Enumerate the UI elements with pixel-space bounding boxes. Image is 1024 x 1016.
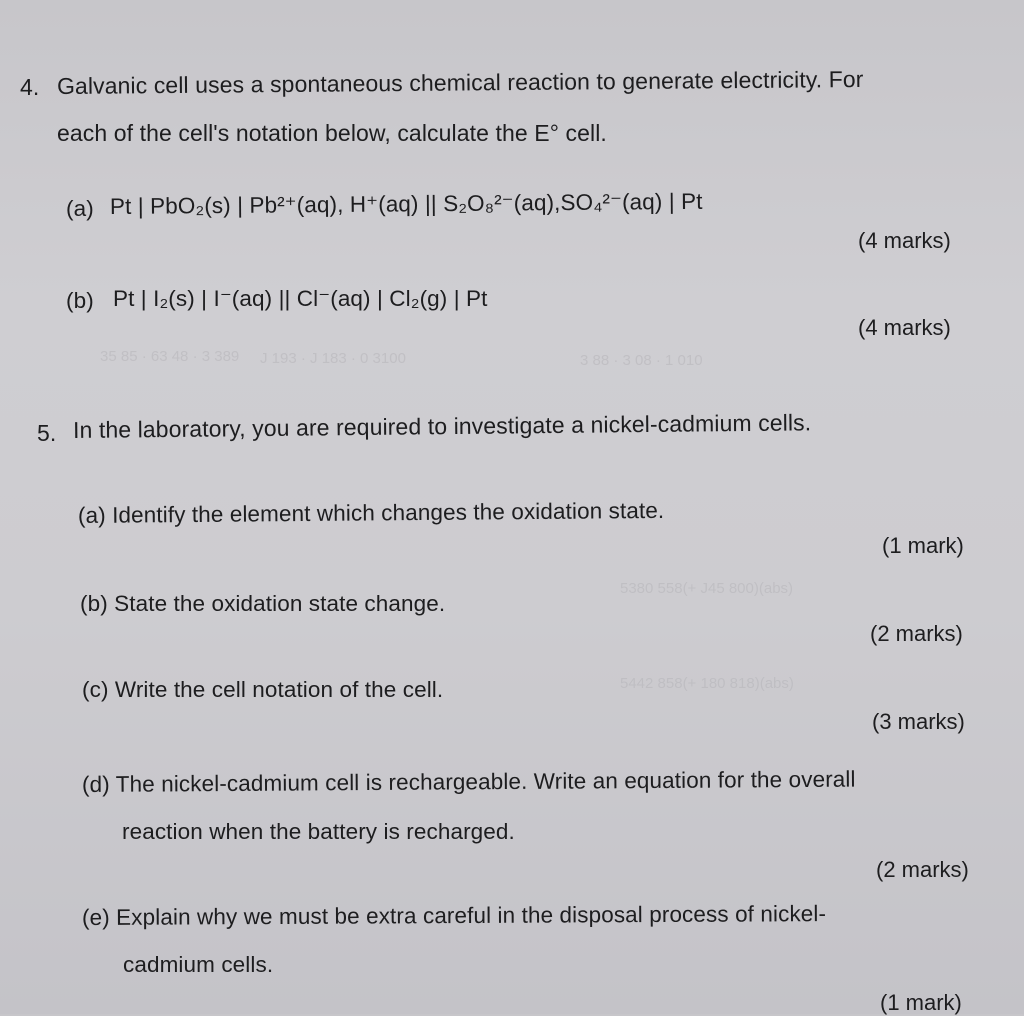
- q4-prompt-line1: Galvanic cell uses a spontaneous chemical reaction to generate electricity. For: [56, 65, 864, 99]
- q4-prompt-line2: each of the cell's notation below, calculate the E° cell.: [57, 120, 607, 146]
- q5-prompt: In the laboratory, you are required to investigate a nickel-cadmium cells.: [72, 409, 812, 443]
- q4-part-b-marks: (4 marks): [858, 315, 951, 340]
- q5-part-c-marks: (3 marks): [872, 709, 965, 734]
- q4-part-a-marks: (4 marks): [858, 228, 951, 253]
- q5-part-c: (c) Write the cell notation of the cell.: [82, 677, 444, 702]
- q5-part-b-marks: (2 marks): [870, 621, 963, 646]
- show-through-text: 5380 558(+ J45 800)(abs): [620, 580, 794, 597]
- show-through-text: J 193 · J 183 · 0 3100: [260, 350, 406, 367]
- q4-number: 4.: [20, 74, 40, 100]
- show-through-text: 5442 858(+ 180 818)(abs): [620, 675, 794, 692]
- q5-part-e-line1: (e) Explain why we must be extra careful in the disposal process of nickel-: [81, 901, 827, 930]
- q4-part-b-label: (b): [66, 288, 94, 313]
- q5-part-d-line1: (d) The nickel-cadmium cell is rechargeable. Write an equation for the overall: [81, 766, 856, 797]
- q5-part-a-marks: (1 mark): [882, 533, 964, 558]
- q4-part-a-label: (a): [66, 196, 94, 221]
- show-through-text: 3 88 · 3 08 · 1 010: [580, 352, 703, 369]
- q5-part-b: (b) State the oxidation state change.: [80, 591, 446, 616]
- q5-part-d-line2: reaction when the battery is recharged.: [122, 819, 515, 844]
- q5-part-e-line2: cadmium cells.: [123, 952, 274, 977]
- q5-number: 5.: [37, 420, 57, 446]
- q5-part-e-marks: (1 mark): [880, 990, 962, 1015]
- q4-part-b-cell-notation: Pt | I₂(s) | I⁻(aq) || Cl⁻(aq) | Cl₂(g) | Pt: [113, 286, 488, 311]
- q5-part-a: (a) Identify the element which changes the oxidation state.: [77, 497, 665, 528]
- q5-part-d-marks: (2 marks): [876, 857, 969, 882]
- q4-part-a-cell-notation: Pt | PbO₂(s) | Pb²⁺(aq), H⁺(aq) || S₂O₈²⁻(aq),SO₄²⁻(aq) | Pt: [109, 188, 703, 219]
- show-through-text: 35 85 · 63 48 · 3 389: [100, 348, 240, 365]
